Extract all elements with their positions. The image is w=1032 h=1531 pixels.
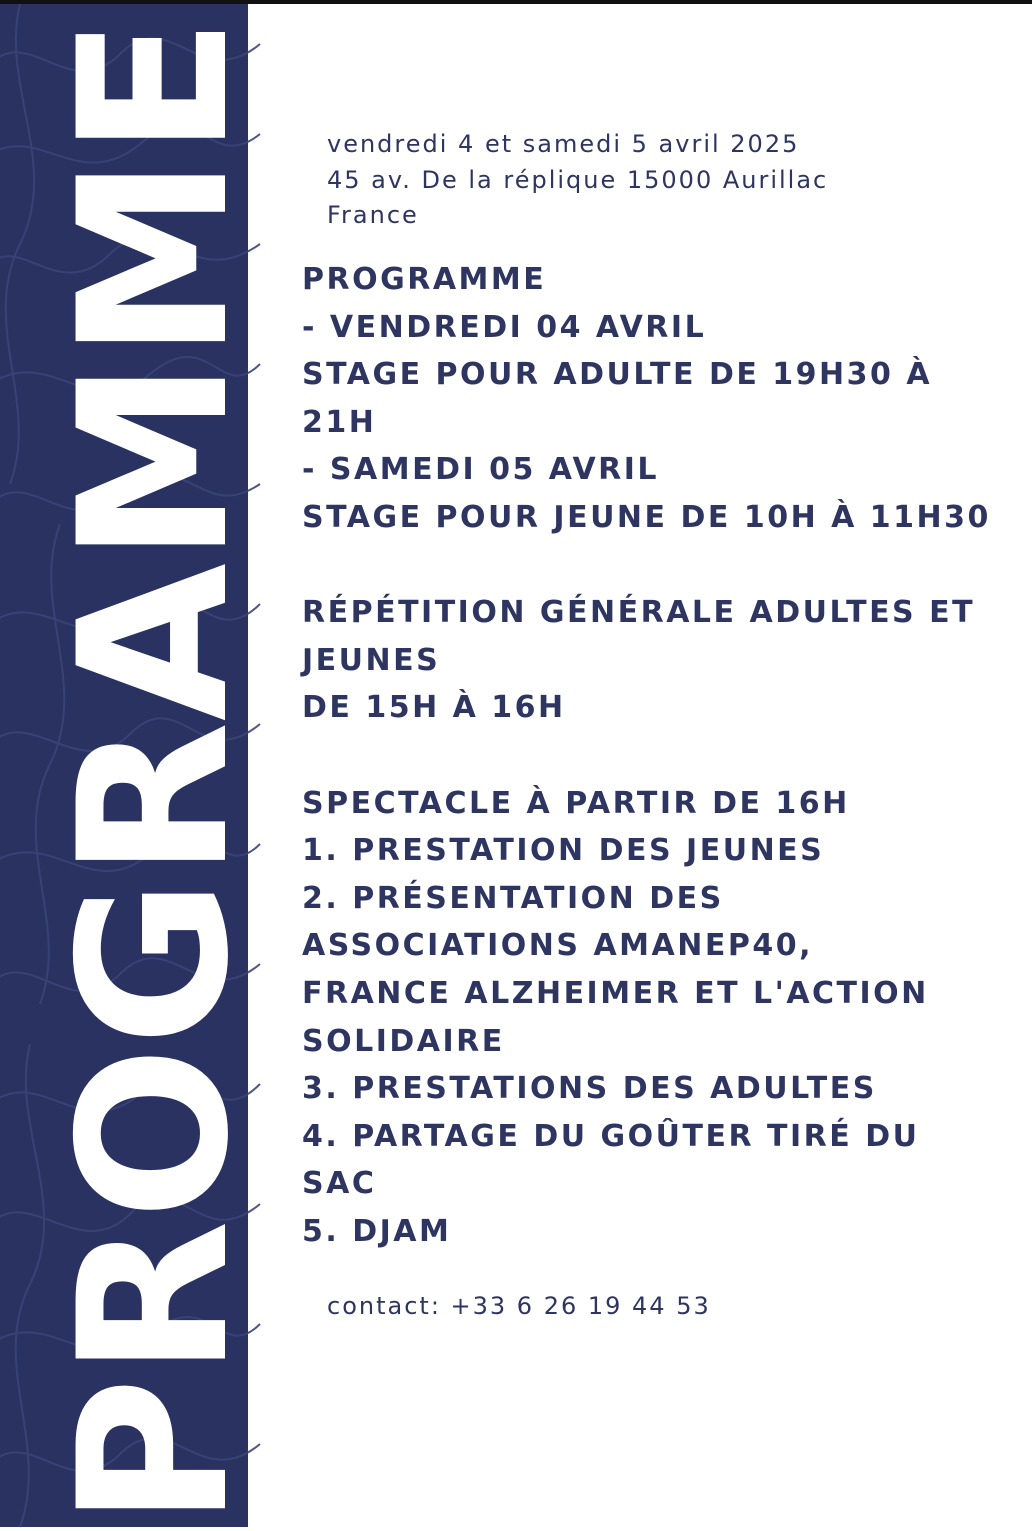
program-line: 3. PRESTATIONS DES ADULTES xyxy=(302,1071,877,1107)
program-line: RÉPÉTITION GÉNÉRALE ADULTES ET xyxy=(302,595,976,631)
program-line: SAC xyxy=(302,1166,377,1202)
program-line: SPECTACLE À PARTIR DE 16H xyxy=(302,785,850,821)
contact-line: contact: +33 6 26 19 44 53 xyxy=(327,1292,711,1320)
program-line: 4. PARTAGE DU GOÛTER TIRÉ DU xyxy=(302,1118,920,1154)
address-line: 45 av. De la réplique 15000 Aurillac xyxy=(327,165,829,194)
program-spacer xyxy=(302,732,992,780)
program-line: STAGE POUR ADULTE DE 19H30 À xyxy=(302,357,933,393)
program-line: SOLIDAIRE xyxy=(302,1023,505,1059)
program-line: PROGRAMME xyxy=(302,262,547,297)
country-line: France xyxy=(327,201,419,229)
vertical-title xyxy=(0,4,274,1527)
program-line: - VENDREDI 04 AVRIL xyxy=(302,309,707,345)
program-line: 5. DJAM xyxy=(302,1213,452,1249)
program-line: ASSOCIATIONS AMANEP40, xyxy=(302,928,813,964)
program-line: DE 15H À 16H xyxy=(302,690,566,726)
program-line: FRANCE ALZHEIMER ET L'ACTION xyxy=(302,975,929,1011)
program-line: STAGE POUR JEUNE DE 10H À 11H30 xyxy=(302,499,991,535)
program-line: 1. PRESTATION DES JEUNES xyxy=(302,833,825,869)
event-info xyxy=(327,127,828,234)
vertical-title-text: PROGRAMME xyxy=(36,11,274,1527)
program-list xyxy=(302,256,992,1255)
program-spacer xyxy=(302,542,992,590)
program-line: JEUNES xyxy=(302,642,441,678)
program-line: 21H xyxy=(302,404,377,440)
date-line: vendredi 4 et samedi 5 avril 2025 xyxy=(327,130,800,158)
program-line: 2. PRÉSENTATION DES xyxy=(302,880,724,916)
sidebar-panel xyxy=(0,4,274,1527)
program-line: - SAMEDI 05 AVRIL xyxy=(302,452,660,488)
